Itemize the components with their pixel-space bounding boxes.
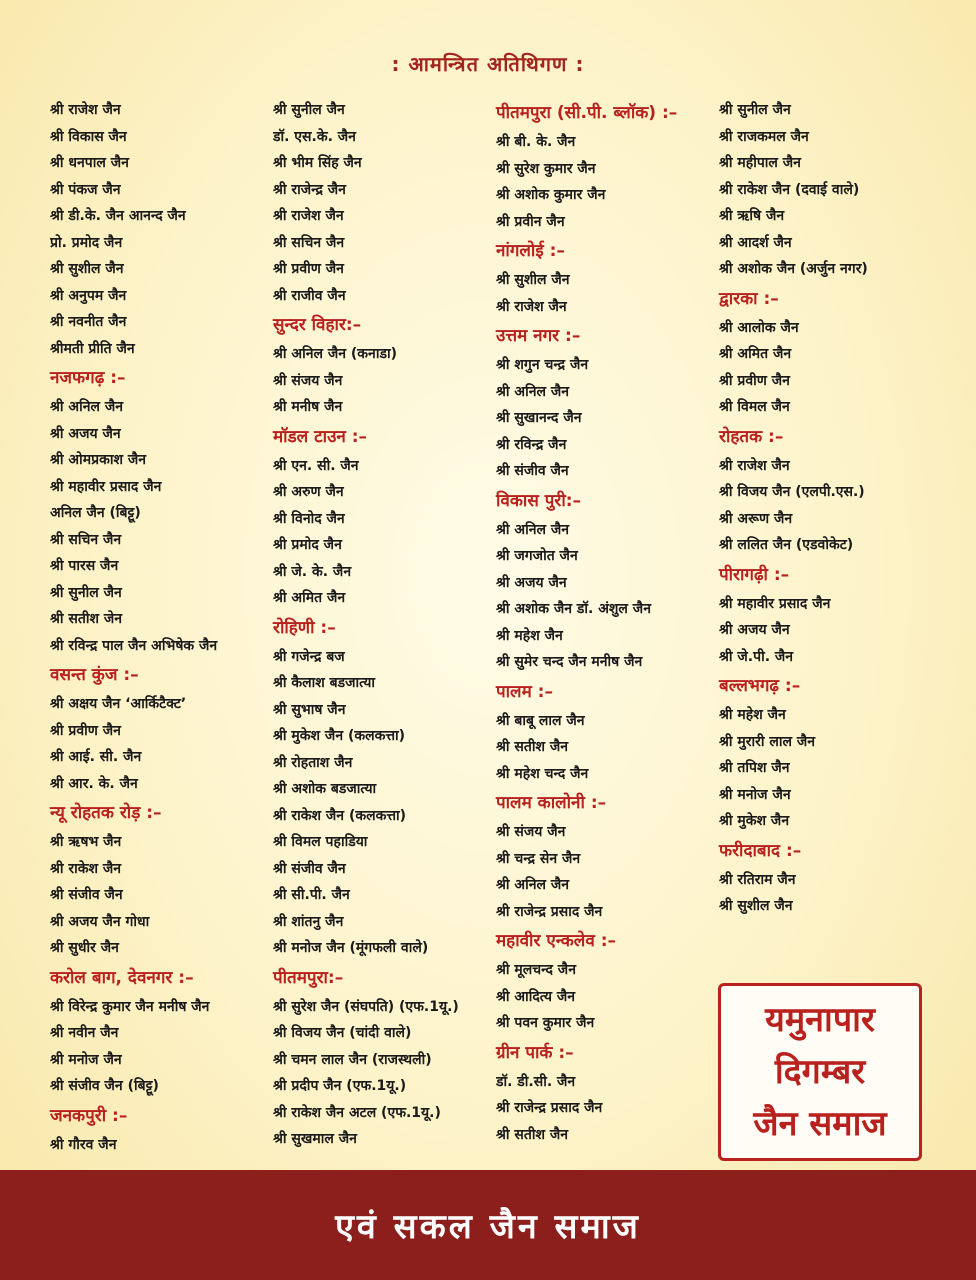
section-heading: विकास पुरी:– (496, 490, 582, 511)
guest-name: डॉ. डी.सी. जैन (496, 1073, 576, 1090)
guest-name: श्री सुनील जैन (719, 102, 791, 118)
guest-name: श्री सचिन जैन (273, 234, 345, 251)
guest-name: श्री राकेश जैन (कलकत्ता) (273, 807, 407, 824)
guest-name: श्री अशोक जैन (अर्जुन नगर) (719, 261, 868, 277)
guest-name: श्री अजय जैन गोधा (50, 913, 150, 930)
guest-name: श्री डी.के. जैन आनन्द जैन (50, 208, 186, 224)
guest-name: श्री जगजोत जैन (496, 548, 578, 564)
section-heading: पालम :– (496, 681, 553, 702)
guest-name: श्री राजेन्द्र जैन (273, 181, 346, 198)
guest-name: श्री सचिन जैन (50, 531, 122, 548)
guest-name: श्री अशोक कुमार जैन (496, 187, 606, 203)
section-heading: द्वारका :– (719, 288, 779, 309)
section-heading: न्यू रोहतक रोड़ :– (50, 803, 162, 823)
guest-name: श्री पवन कुमार जैन (496, 1015, 595, 1031)
guest-name: श्री आदर्श जैन (719, 234, 792, 251)
guest-name: श्री संजय जैन (496, 824, 566, 840)
guest-name: श्री तपिश जैन (719, 760, 790, 776)
guest-name: श्री गौरव जैन (50, 1136, 117, 1153)
guest-name: श्री गजेन्द्र बज (273, 648, 345, 665)
guest-name: श्री सी.पी. जैन (273, 887, 350, 903)
guest-name: श्री विकास जैन (50, 128, 127, 145)
guest-name: श्री सुशील जैन (50, 261, 124, 277)
guest-name: श्री पारस जैन (50, 558, 119, 574)
section-heading: ग्रीन पार्क :– (496, 1042, 574, 1063)
guest-name: श्री मनोज जैन (719, 786, 791, 803)
samaj-line-3: जैन समाज (753, 1104, 887, 1144)
guest-name: श्री एन. सी. जैन (273, 457, 359, 474)
guest-name: श्री राजेन्द्र प्रसाद जैन (496, 1100, 603, 1116)
guest-name: श्री विमल जैन (719, 399, 790, 415)
section-heading: जनकपुरी :– (50, 1105, 128, 1126)
section-heading: पीतमपुरा:– (273, 967, 344, 988)
guest-name: श्री मनीष जैन (273, 399, 343, 415)
guest-name: श्री चन्द्र सेन जैन (496, 850, 581, 867)
guest-column-4 (719, 97, 934, 920)
guest-name: श्री भीम सिंह जैन (273, 155, 362, 171)
guest-name: श्री अनिल जैन (496, 383, 570, 400)
footer-banner (0, 1170, 976, 1280)
guest-name: श्री सुमेर चन्द जैन मनीष जैन (496, 654, 643, 670)
section-heading: नांगलोई :– (496, 241, 565, 261)
guest-name: श्री प्रदीप जैन (एफ.1यू.) (273, 1078, 407, 1094)
guest-name: श्री सतीश जेन (50, 611, 123, 627)
guest-name: श्री संजीव जैन (50, 887, 123, 903)
section-heading: पीतमपुरा (सी.पी. ब्लॉक) :– (496, 103, 678, 123)
guest-column-3 (496, 97, 711, 1148)
guest-name: श्री महावीर प्रसाद जैन (719, 595, 831, 612)
guest-name: श्री रविन्द्र जैन (496, 436, 567, 453)
guest-name: श्री प्रवीण जैन (273, 261, 344, 277)
guest-name: श्री शगुन चन्द्र जैन (496, 357, 589, 373)
guest-name: श्री अजय जैन (50, 425, 121, 442)
guest-name: अनिल जैन (बिट्टू) (50, 505, 141, 521)
guest-name: श्री अमित जैन (719, 346, 792, 362)
guest-name: श्री आलोक जैन (719, 319, 799, 336)
section-heading: पीरागढ़ी :– (719, 564, 790, 585)
section-heading: रोहिणी :– (273, 617, 336, 638)
guest-name: श्री राजेश जैन (496, 298, 567, 315)
guest-name: श्री महेश चन्द जैन (496, 765, 589, 782)
section-heading: करोल बाग, देवनगर :– (50, 967, 194, 988)
guest-name: श्री ऋषि जैन (719, 208, 785, 224)
guest-name: श्री धनपाल जैन (50, 155, 129, 171)
guest-name: श्री सुरेश कुमार जैन (496, 160, 596, 177)
guest-name: श्री महीपाल जैन (719, 155, 801, 171)
guest-name: श्री ओमप्रकाश जैन (50, 452, 147, 468)
section-heading: सुन्दर विहार:– (273, 315, 362, 335)
guest-name: श्री विमल पहाडिया (273, 834, 368, 850)
guest-name: श्री प्रवीण जैन (719, 372, 790, 389)
guest-name: श्री सुनील जैन (273, 102, 345, 118)
guest-name: श्री सुनील जैन (50, 584, 122, 601)
guest-name: श्री अरूण जैन (719, 510, 793, 527)
samaj-line-2: दिगम्बर (774, 1052, 866, 1092)
guest-name: श्री जे.पी. जैन (719, 648, 794, 665)
guest-name: श्री अक्षय जैन ‘आर्किटैक्ट’ (50, 696, 187, 712)
guest-name: श्री संजीव जैन (बिट्टू) (50, 1078, 159, 1094)
samaj-line-1: यमुनापार (765, 1000, 875, 1040)
guest-name: श्री सुधीर जैन (50, 940, 119, 956)
guest-name: श्री रोहताश जैन (273, 754, 353, 771)
guest-name: श्री ऋषभ जैन (50, 834, 122, 850)
guest-name: डॉ. एस.के. जैन (273, 128, 356, 145)
guest-name: श्री विनोद जैन (273, 510, 345, 527)
guest-name: श्री नवनीत जैन (50, 314, 127, 330)
guest-name: श्री मनोज जैन (मूंगफली वाले) (273, 940, 429, 956)
guest-name: श्री रविन्द्र पाल जैन अभिषेक जैन (50, 637, 218, 654)
guest-name: श्री अजय जैन (496, 574, 567, 591)
guest-name: श्रीमती प्रीति जैन (50, 340, 135, 357)
guest-name: श्री जे. के. जैन (273, 563, 352, 580)
guest-name: श्री विजय जैन (चांदी वाले) (273, 1025, 412, 1041)
guest-name: श्री अनिल जैन (496, 877, 570, 893)
guest-name: श्री शांतनु जैन (273, 913, 344, 930)
guest-name: श्री सुशील जैन (496, 272, 570, 288)
guest-name: श्री महेश जैन (496, 627, 563, 644)
section-heading: पालम कालोनी :– (496, 793, 607, 813)
guest-name: श्री सुभाष जैन (273, 701, 346, 718)
guest-name: श्री विरेन्द्र कुमार जैन मनीष जैन (50, 998, 210, 1015)
guest-name: श्री राजकमल जैन (719, 128, 809, 145)
guest-name: श्री विजय जैन (एलपी.एस.) (719, 484, 865, 500)
guest-name: श्री सुखानन्द जैन (496, 410, 582, 426)
page-title: : आमन्त्रित अतिथिगण : (391, 52, 585, 76)
guest-name: श्री मुकेश जैन (कलकत्ता) (273, 728, 406, 744)
guest-name: श्री राजेश जैन (719, 457, 790, 474)
guest-name: श्री अरुण जैन (273, 484, 344, 500)
guest-name: श्री अशोक जैन डॉ. अंशुल जैन (496, 601, 651, 617)
guest-name: श्री सतीश जैन (496, 739, 569, 755)
section-heading: बल्लभगढ़ :– (719, 676, 801, 696)
guest-name: श्री सुरेश जैन (संघपति) (एफ.1यू.) (273, 998, 459, 1015)
section-heading: महावीर एन्कलेव :– (496, 931, 617, 951)
guest-name: श्री प्रवीन जैन (496, 213, 565, 230)
guest-name: श्री मूलचन्द जैन (496, 962, 576, 978)
guest-name: श्री कैलाश बडजात्या (273, 675, 375, 691)
guest-column-1 (50, 97, 265, 1158)
section-heading: नजफगढ़ :– (50, 368, 126, 388)
guest-name: श्री प्रवीण जैन (50, 722, 121, 739)
guest-name: श्री आर. के. जैन (50, 775, 138, 792)
footer-text: एवं सकल जैन समाज (335, 1207, 641, 1247)
guest-name: श्री सुखमाल जैन (273, 1131, 357, 1147)
guest-name: श्री अनिल जैन (50, 399, 124, 415)
guest-name: श्री नवीन जैन (50, 1025, 119, 1041)
guest-name: श्री संजय जैन (273, 372, 343, 389)
samaj-name-box (718, 983, 922, 1161)
guest-name: श्री राकेश जैन अटल (एफ.1यू.) (273, 1104, 441, 1121)
guest-name: श्री अनिल जैन (कनाडा) (273, 346, 397, 362)
guest-name: श्री बी. के. जैन (496, 134, 576, 150)
guest-name: श्री सतीश जैन (496, 1126, 569, 1143)
guest-name: श्री आदित्य जैन (496, 988, 575, 1005)
guest-name: श्री राकेश जैन (50, 860, 122, 877)
guest-name: श्री राकेश जैन (दवाई वाले) (719, 181, 860, 198)
guest-name: श्री राजीव जैन (273, 287, 346, 304)
guest-name: श्री अनुपम जैन (50, 287, 127, 304)
guest-name: श्री आई. सी. जैन (50, 749, 142, 765)
guest-name: श्री राजेन्द्र प्रसाद जैन (496, 903, 603, 920)
guest-name: श्री राजेश जैन (50, 102, 121, 118)
guest-name: श्री चमन लाल जैन (राजस्थली) (273, 1051, 432, 1068)
guest-name: श्री मुकेश जैन (719, 813, 790, 829)
section-heading: फरीदाबाद :– (719, 840, 802, 861)
guest-name: श्री अनिल जैन (496, 521, 570, 538)
section-heading: मॉडल टाउन :– (273, 426, 368, 447)
section-heading: रोहतक :– (719, 426, 784, 447)
guest-name: प्रो. प्रमोद जैन (50, 234, 123, 251)
guest-name: श्री अमित जैन (273, 590, 346, 606)
guest-name: श्री अशोक बडजात्या (273, 781, 377, 797)
guest-name: श्री रतिराम जैन (719, 871, 796, 888)
guest-column-2 (273, 97, 488, 1153)
guest-name: श्री महावीर प्रसाद जैन (50, 478, 162, 495)
guest-name: श्री महेश जैन (719, 707, 786, 723)
guest-name: श्री अजय जैन (719, 622, 790, 638)
guest-name: श्री पंकज जैन (50, 181, 121, 198)
section-heading: उत्तम नगर :– (496, 326, 581, 346)
guest-name: श्री ललित जैन (एडवोकेट) (719, 537, 854, 553)
guest-name: श्री सुशील जैन (719, 898, 793, 914)
guest-name: श्री बाबू लाल जैन (496, 712, 585, 729)
guest-name: श्री संजीव जैन (496, 463, 569, 479)
guest-name: श्री राजेश जैन (273, 208, 344, 224)
guest-name: श्री संजीव जैन (273, 860, 346, 877)
guest-name: श्री मुरारी लाल जैन (719, 733, 816, 750)
section-heading: वसन्त कुंज :– (50, 665, 139, 685)
guest-name: श्री प्रमोद जैन (273, 537, 342, 553)
guest-name: श्री मनोज जैन (50, 1051, 122, 1068)
